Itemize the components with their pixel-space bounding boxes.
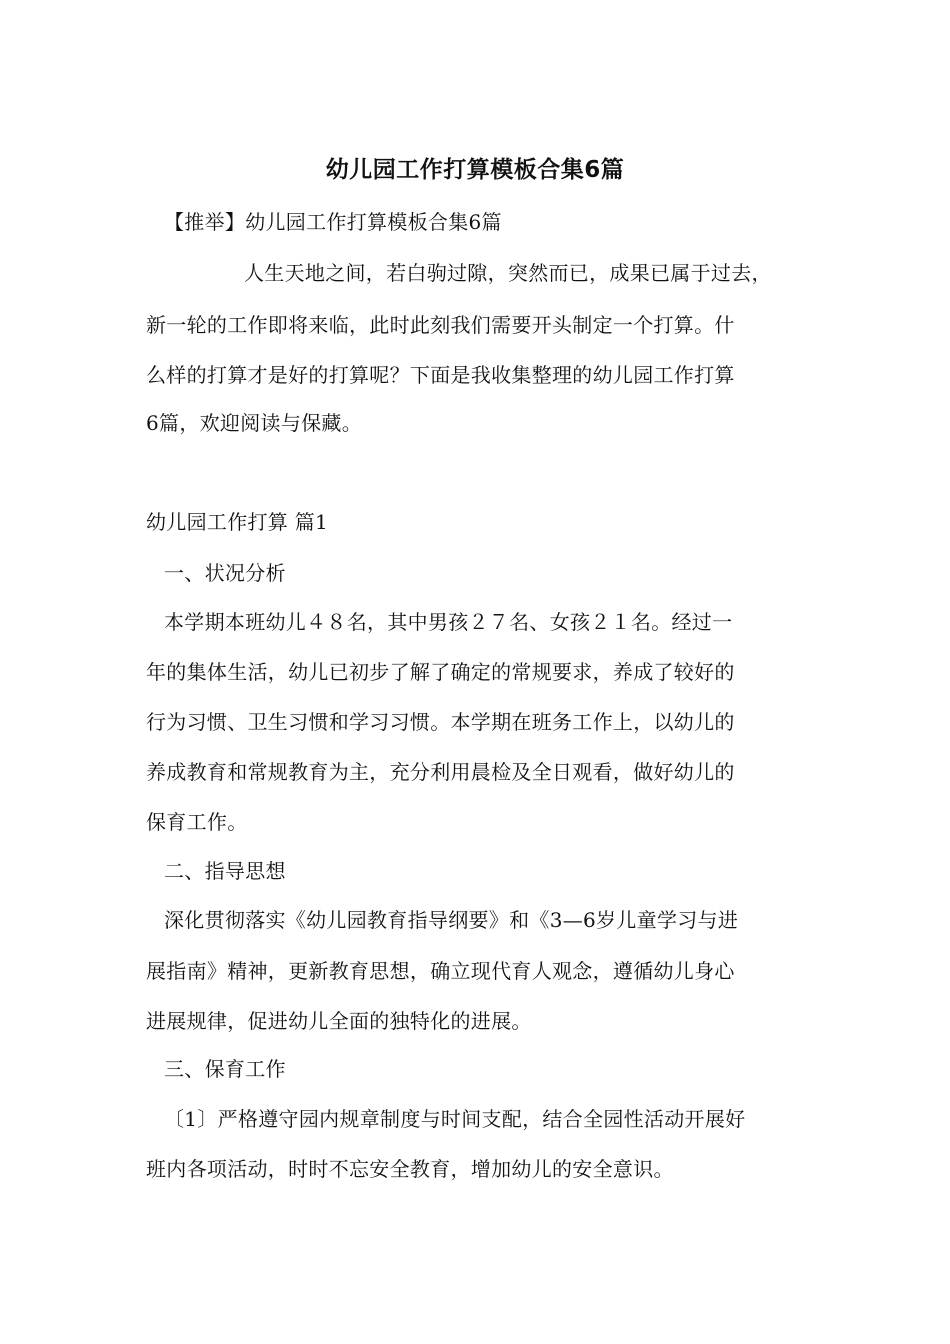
paragraph-line: 进展规律，促进幼儿全面的独特化的进展。 (146, 1009, 532, 1033)
paragraph-line: 深化贯彻落实《幼儿园教育指导纲要》和《3—6岁儿童学习与进 (164, 908, 739, 932)
paragraph-line: 班内各项活动，时时不忘安全教育，增加幼儿的安全意识。 (146, 1157, 674, 1181)
paragraph-line: 行为习惯、卫生习惯和学习习惯。本学期在班务工作上，以幼儿的 (146, 710, 735, 734)
paragraph-line: 展指南》精神，更新教育思想，确立现代育人观念，遵循幼儿身心 (146, 959, 735, 983)
intro-line: 么样的打算才是好的打算呢？下面是我收集整理的幼儿园工作打算 (146, 363, 735, 387)
heading-childcare-work: 三、保育工作 (164, 1057, 286, 1081)
paragraph-line: 保育工作。 (146, 810, 248, 834)
heading-guiding-ideology: 二、指导思想 (164, 859, 286, 883)
heading-situation-analysis: 一、状况分析 (164, 561, 286, 585)
intro-line: 人生天地之间，若白驹过隙，突然而已，成果已属于过去， (244, 261, 772, 285)
intro-line: 新一轮的工作即将来临，此时此刻我们需要开头制定一个打算。什 (146, 313, 735, 337)
paragraph-line: 养成教育和常规教育为主，充分利用晨检及全日观看，做好幼儿的 (146, 760, 735, 784)
paragraph-line: 本学期本班幼儿４８名，其中男孩２７名、女孩２１名。经过一 (164, 610, 733, 634)
section-title: 幼儿园工作打算 篇1 (146, 510, 329, 534)
document-subtitle: 【推举】幼儿园工作打算模板合集6篇 (164, 210, 502, 234)
document-title: 幼儿园工作打算模板合集6篇 (325, 157, 625, 183)
paragraph-line: 年的集体生活，幼儿已初步了解了确定的常规要求，养成了较好的 (146, 660, 735, 684)
paragraph-line: 〔1〕严格遵守园内规章制度与时间支配，结合全园性活动开展好 (164, 1107, 746, 1131)
intro-line: 6篇，欢迎阅读与保藏。 (146, 411, 363, 435)
